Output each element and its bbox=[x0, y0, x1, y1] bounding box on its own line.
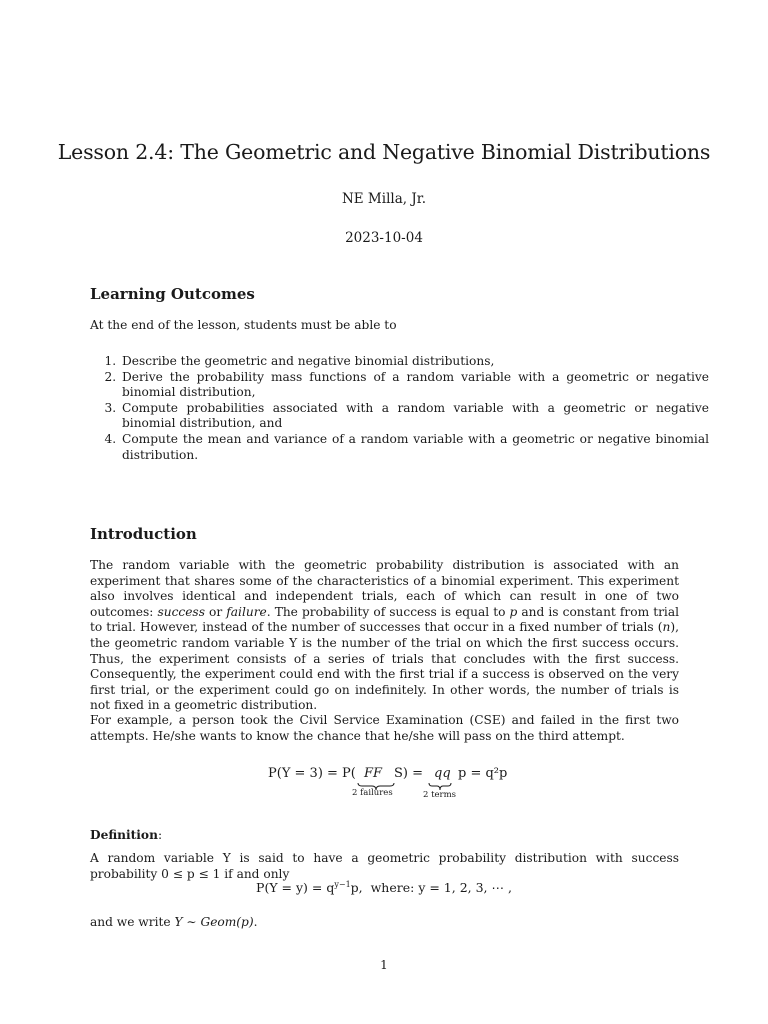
list-item: 4. Compute the mean and variance of a random variable with a geometric or negative binomial distribution. bbox=[120, 432, 709, 463]
text-run: : bbox=[157, 828, 163, 842]
equation-qq: qq bbox=[434, 766, 451, 781]
equation-ff: FF bbox=[364, 766, 383, 781]
brace-label-terms: 2 terms bbox=[423, 790, 457, 800]
text-run: y−1 bbox=[334, 880, 351, 889]
text-run: . The probability of success is equal to bbox=[266, 604, 510, 619]
document-title: Lesson 2.4: The Geometric and Negative Binomial Distributions bbox=[57, 140, 711, 164]
list-item: 1. Describe the geometric and negative binomial distributions, bbox=[120, 354, 709, 370]
text-run: Definition bbox=[90, 828, 158, 842]
text-run: p bbox=[509, 604, 518, 619]
document-author: NE Milla, Jr. bbox=[341, 191, 427, 207]
brace-label-failures: 2 failures bbox=[352, 788, 393, 798]
list-item: 2. Derive the probability mass functions of a random variable with a geometric or negative binomial distribution, bbox=[120, 370, 709, 401]
learning-outcomes-intro: At the end of the lesson, students must be able to bbox=[90, 318, 397, 332]
text-run: The random variable with the geometric probability distribution is associated with an experiment that shares some of the characteristics of a binomial experiment. This experiment also involves identical and independent trials, each of which can result in one of two outcomes: bbox=[90, 558, 679, 619]
text-run: ), the geometric random variable Y is the number of the trial on which the first success occurs. Thus, the experiment consists of a series of trials that concludes with the first success. Consequently, the experiment could end with the first trial if a success is observed on the very first trial, or the experiment could go on indefinitely. In other words, the number of trials is not fixed in a geometric distribution. bbox=[90, 620, 679, 713]
section-heading-learning-outcomes: Learning Outcomes bbox=[90, 285, 255, 303]
introduction-paragraph-1 bbox=[90, 558, 679, 714]
definition-notation bbox=[90, 915, 679, 931]
text-run: or bbox=[204, 604, 227, 619]
equation-s: S) = bbox=[394, 766, 424, 781]
text-run: and is constant from trial to trial. However, instead of the number of successes that occur in a fixed number of trials ( bbox=[90, 604, 679, 635]
document-date: 2023-10-04 bbox=[345, 230, 423, 246]
text-run: n bbox=[662, 620, 671, 635]
text-run: P(Y = y) = q bbox=[256, 880, 335, 896]
learning-outcomes-list bbox=[90, 354, 709, 463]
text-run: failure bbox=[226, 604, 267, 619]
list-item: 3. Compute probabilities associated with a random variable with a geometric or negative binomial distribution, and bbox=[120, 401, 709, 432]
equation-lhs: P(Y = 3) = P( bbox=[268, 766, 356, 781]
text-run: Y ∼ Geom(p) bbox=[174, 915, 254, 929]
definition-heading bbox=[90, 828, 679, 844]
text-run: where: y = 1, 2, 3, ⋯ , bbox=[370, 880, 512, 896]
introduction-paragraph-2: For example, a person took the Civil Service Examination (CSE) and failed in the first two attempts. He/she wants to know the chance that he/she will pass on the third attempt. bbox=[90, 713, 679, 743]
text-run: p, bbox=[350, 880, 363, 896]
equation-rhs: p = q²p bbox=[458, 766, 508, 781]
example-equation bbox=[0, 766, 768, 806]
page-number: 1 bbox=[380, 958, 388, 972]
text-run: . bbox=[253, 915, 258, 929]
text-run: and we write bbox=[90, 915, 175, 929]
definition-text: A random variable Y is said to have a geometric probability distribution with success probability 0 ≤ p ≤ 1 if and only bbox=[90, 851, 679, 881]
text-run: success bbox=[157, 604, 205, 619]
geometric-pmf-equation bbox=[0, 880, 768, 895]
section-heading-introduction: Introduction bbox=[90, 525, 197, 543]
